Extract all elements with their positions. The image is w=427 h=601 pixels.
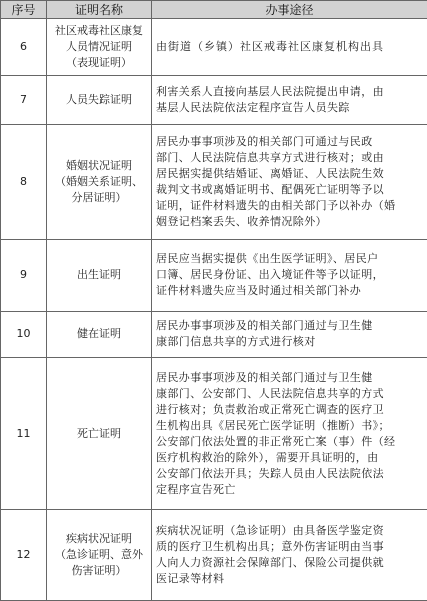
procedure-cell [152, 358, 427, 510]
procedure-line: 口簿、居民身份证、出入境证件等予以证明， [156, 268, 384, 282]
row-number: 7 [1, 76, 47, 125]
certificate-name [47, 76, 152, 125]
certificate-name-line: 分居证明） [71, 190, 127, 204]
certificate-name-line: （急诊证明、意外 [55, 548, 143, 562]
procedure-cell [152, 239, 427, 311]
procedure-line: 居民据实提供结婚证、离婚证、人民法院生效 [156, 166, 384, 180]
certificate-name-line: 伤害证明） [71, 564, 127, 578]
certificate-name [47, 311, 152, 357]
header-procedure: 办事途径 [152, 1, 427, 19]
procedure-line: 人向人力资源社会保障部门、保险公司提供就 [156, 556, 384, 570]
row-number: 9 [1, 239, 47, 311]
procedure-line: 康部门信息共享的方式进行核对 [156, 335, 316, 349]
certificate-name-line: （表现证明） [66, 56, 132, 70]
procedure-line: 定程序宣告死亡 [156, 482, 236, 496]
procedure-line: 由街道（乡镇）社区戒毒社区康复机构出具 [156, 40, 384, 54]
certificate-name-line: 疾病状况证明 [66, 532, 132, 546]
procedure-line: 医疗机构救治的除外），需要开具证明的，由 [156, 450, 379, 464]
procedure-line: 基层人民法院依法定程序宣告人员失踪 [156, 100, 350, 114]
procedure-line: 姻登记档案丢失、收养情况除外） [156, 214, 327, 228]
procedure-line: 证件材料遗失应当及时通过相关部门补办 [156, 284, 362, 298]
procedure-line: 居民应当据实提供《出生医学证明》、居民户 [156, 252, 379, 266]
procedure-line: 疾病状况证明（急诊证明）由具备医学鉴定资 [156, 524, 384, 538]
row-number: 11 [1, 358, 47, 510]
procedure-line: 证明，证件材料遗失的由相关部门予以补办（婚 [156, 198, 396, 212]
certificate-name-line: 人员情况证明 [66, 40, 132, 54]
row-number: 6 [1, 19, 47, 76]
certificate-name [47, 510, 152, 601]
header-certificate-name: 证明名称 [47, 1, 152, 19]
procedure-cell [152, 510, 427, 601]
procedure-cell [152, 76, 427, 125]
table-row [1, 510, 427, 601]
certificate-name-line: 健在证明 [77, 327, 121, 341]
procedure-line: 质的医疗卫生机构出具；意外伤害证明由当事 [156, 540, 384, 554]
row-number: 8 [1, 124, 47, 239]
procedure-line: 进行核对；负责救治或正常死亡调查的医疗卫 [156, 402, 384, 416]
certificate-name-line: 死亡证明 [77, 426, 121, 440]
row-number: 10 [1, 311, 47, 357]
procedure-cell [152, 19, 427, 76]
certificate-name-line: 婚姻状况证明 [66, 158, 132, 172]
certificate-name-line: （婚姻关系证明、 [55, 174, 143, 188]
procedure-line: 公安部门依法处置的非正常死亡案（事）件（经 [156, 434, 396, 448]
header-number: 序号 [1, 1, 47, 19]
table-row [1, 76, 427, 125]
certificate-name-line: 人员失踪证明 [66, 92, 132, 106]
procedure-line: 公安部门依法开具；失踪人员由人民法院依法 [156, 466, 384, 480]
certificate-name [47, 358, 152, 510]
certificate-name [47, 19, 152, 76]
certificate-name-line: 社区戒毒社区康复 [55, 24, 143, 38]
procedure-line: 医记录等材料 [156, 572, 225, 586]
certificate-name [47, 239, 152, 311]
procedure-line: 生机构出具《居民死亡医学证明（推断）书》； [156, 418, 390, 432]
procedure-line: 利害关系人直接向基层人民法院提出申请，由 [156, 84, 384, 98]
procedure-cell [152, 124, 427, 239]
table-row [1, 311, 427, 357]
procedure-line: 居民办事事项涉及的相关部门可通过与民政 [156, 134, 373, 148]
procedure-line: 居民办事事项涉及的相关部门通过与卫生健 [156, 370, 373, 384]
procedure-line: 居民办事事项涉及的相关部门通过与卫生健 [156, 319, 373, 333]
certificate-name-line: 出生证明 [77, 268, 121, 282]
table-header-row [1, 1, 427, 19]
row-number: 12 [1, 510, 47, 601]
procedure-line: 康部门、公安部门、人民法院信息共享的方式 [156, 386, 384, 400]
table-row [1, 19, 427, 76]
procedure-cell [152, 311, 427, 357]
procedure-line: 裁判文书或离婚证明书、配偶死亡证明等予以 [156, 182, 384, 196]
certificate-name [47, 124, 152, 239]
table-row [1, 239, 427, 311]
procedure-line: 部门、人民法院信息共享方式进行核对；或由 [156, 150, 384, 164]
table-row [1, 124, 427, 239]
table-row [1, 358, 427, 510]
